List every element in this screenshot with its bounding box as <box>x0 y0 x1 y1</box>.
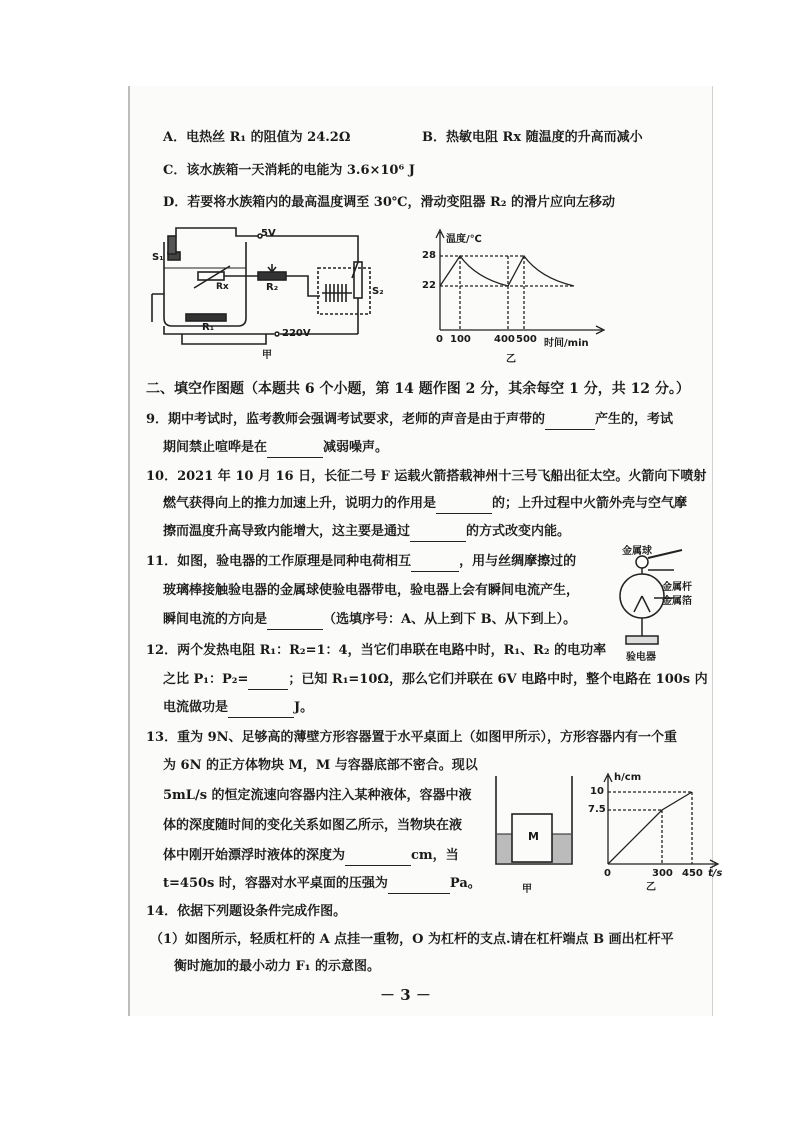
q14-line1: 14．依据下列题设条件完成作图。 <box>146 904 347 919</box>
q9-text-b: 产生的，考试 <box>595 412 674 427</box>
xtick-100: 100 <box>450 334 471 345</box>
ytick-22: 22 <box>422 280 436 291</box>
q11-text-b: ，用与丝绸摩擦过的 <box>459 554 577 569</box>
option-a: A．电热丝 R₁ 的阻值为 24.2Ω <box>163 130 351 145</box>
ytick-28: 28 <box>422 250 436 261</box>
graph-xlabel: 时间/min <box>544 338 589 349</box>
q11-text-c: 瞬间电流的方向是 <box>163 612 268 627</box>
q13-line4: 体的深度随时间的变化关系如图乙所示，当物块在液 <box>163 818 463 833</box>
q14-line3: 衡时施加的最小动力 F₁ 的示意图。 <box>174 959 380 974</box>
q12-text-c: 电流做功是 <box>163 700 229 715</box>
electroscope-figure <box>604 540 709 662</box>
q12-line2 <box>163 670 708 690</box>
q12-line1: 12．两个发热电阻 R₁：R₂=1：4，当它们串联在电路中时，R₁、R₂ 的电功率 <box>146 643 607 658</box>
q12-text-a: 之比 P₁：P₂= <box>163 672 249 687</box>
section-title: 二、填空作图题（本题共 6 个小题，第 14 题作图 2 分，其余每空 1 分，共 12 分。） <box>146 381 690 397</box>
graph-ylabel: 温度/℃ <box>446 234 482 245</box>
q13-line1: 13．重为 9N、足够高的薄壁方形容器置于水平桌面上（如图甲所示），方形容器内有一个重 <box>146 730 678 745</box>
q12-blank-2[interactable] <box>228 717 294 718</box>
q10-text-d: 的方式改变内能。 <box>466 524 571 539</box>
q10-blank-1[interactable] <box>436 513 492 514</box>
ytick-7-5: 7.5 <box>588 804 606 815</box>
thermistor-rx-label: Rx <box>216 282 229 292</box>
block-m-label: M <box>528 830 539 843</box>
q13-line3: 5mL/s 的恒定流速向容器内注入某种液体，容器中液 <box>163 788 472 803</box>
q13-line6 <box>163 874 481 894</box>
q10-line3 <box>163 522 570 542</box>
xtick-400: 400 <box>494 334 515 345</box>
xtick2-450: 450 <box>682 868 703 879</box>
electroscope-caption: 验电器 <box>626 652 656 663</box>
q13-text-d: Pa。 <box>449 876 481 891</box>
q14-line2: （1）如图所示，轻质杠杆的 A 点挂一重物，O 为杠杆的支点.请在杠杆端点 B 画出杠杆平 <box>150 932 674 947</box>
q10-line1: 10．2021 年 10 月 16 日，长征二号 F 运载火箭搭载神州十三号飞船出征太空。火箭向下喷射 <box>146 469 707 484</box>
ytick-10: 10 <box>590 786 604 797</box>
xtick-0: 0 <box>436 334 443 345</box>
q13-line2: 为 6N 的正方体物块 M，M 与容器底部不密合。现以 <box>163 758 478 773</box>
q11-line1 <box>146 552 576 572</box>
q13-blank-2[interactable] <box>388 893 450 894</box>
q9-text-d: 减弱噪声。 <box>323 440 389 455</box>
q10-text-c: 擦而温度升高导致内能增大，这主要是通过 <box>163 524 411 539</box>
q9-line2 <box>163 438 388 458</box>
graph2-xlabel: t/s <box>708 868 723 879</box>
voltage-220v-label: 220V <box>282 328 311 339</box>
graph-caption: 乙 <box>506 354 516 365</box>
q9-text-a: 9．期中考试时，监考教师会强调考试要求，老师的声音是由于声带的 <box>146 412 546 427</box>
q13-line5 <box>163 846 459 866</box>
q10-text-b: 的；上升过程中火箭外壳与空气摩 <box>492 496 688 511</box>
xtick-500: 500 <box>516 334 537 345</box>
q13-text-b: cm，当 <box>411 848 459 863</box>
container-figure <box>490 772 580 895</box>
q11-line2: 玻璃棒接触验电器的金属球使验电器带电，验电器上会有瞬间电流产生， <box>163 583 580 598</box>
q12-text-d: J。 <box>294 700 314 715</box>
option-d: D．若要将水族箱内的最高温度调至 30℃，滑动变阻器 R₂ 的滑片应向左移动 <box>163 195 616 210</box>
temperature-time-graph <box>424 226 614 364</box>
metal-rod-label: 金属杆 <box>662 582 692 593</box>
switch-s1-label: S₁ <box>152 252 164 263</box>
heater-r1-label: R₁ <box>202 322 215 333</box>
q11-text-d: （选填序号：A、从上到下 B、从下到上）。 <box>323 612 577 627</box>
q10-blank-2[interactable] <box>410 541 466 542</box>
xtick2-0: 0 <box>604 868 611 879</box>
q12-text-b: ；已知 R₁=10Ω，那么它们并联在 6V 电路中时，整个电路在 100s 内 <box>288 672 708 687</box>
q9-text-c: 期间禁止喧哗是在 <box>163 440 268 455</box>
q11-text-a: 11．如图，验电器的工作原理是同种电荷相互 <box>146 554 412 569</box>
option-b: B．热敏电阻 Rx 随温度的升高而减小 <box>422 130 643 145</box>
switch-s2-label: S₂ <box>372 286 384 297</box>
q9-line1 <box>146 410 673 430</box>
q9-blank-1[interactable] <box>545 429 595 430</box>
q11-blank-2[interactable] <box>267 629 323 630</box>
q10-line2 <box>163 494 687 514</box>
q13-text-a: 体中刚开始漂浮时液体的深度为 <box>163 848 346 863</box>
depth-time-graph <box>588 772 724 893</box>
circuit-caption: 甲 <box>262 350 272 361</box>
q13-text-c: t=450s 时，容器对水平桌面的压强为 <box>163 876 388 891</box>
rheostat-r2-label: R₂ <box>266 282 279 293</box>
graph2-caption: 乙 <box>646 882 656 893</box>
q9-blank-2[interactable] <box>267 457 323 458</box>
page-number: － 3 － <box>380 986 431 1004</box>
metal-ball-label: 金属球 <box>622 546 652 557</box>
q12-line3 <box>163 698 313 718</box>
voltage-5v-label: 5V <box>261 228 276 239</box>
q10-text-a: 燃气获得向上的推力加速上升，说明力的作用是 <box>163 496 437 511</box>
container-caption: 甲 <box>522 884 532 895</box>
metal-foil-label: 金属箔 <box>662 596 692 607</box>
xtick2-300: 300 <box>652 868 673 879</box>
q12-blank-1[interactable] <box>248 689 288 690</box>
graph2-ylabel: h/cm <box>614 772 642 783</box>
aquarium-circuit-diagram <box>146 222 401 361</box>
q11-blank-1[interactable] <box>411 571 459 572</box>
option-c: C．该水族箱一天消耗的电能为 3.6×10⁶ J <box>163 163 415 178</box>
q13-blank-1[interactable] <box>345 865 411 866</box>
q11-line3 <box>163 610 576 630</box>
